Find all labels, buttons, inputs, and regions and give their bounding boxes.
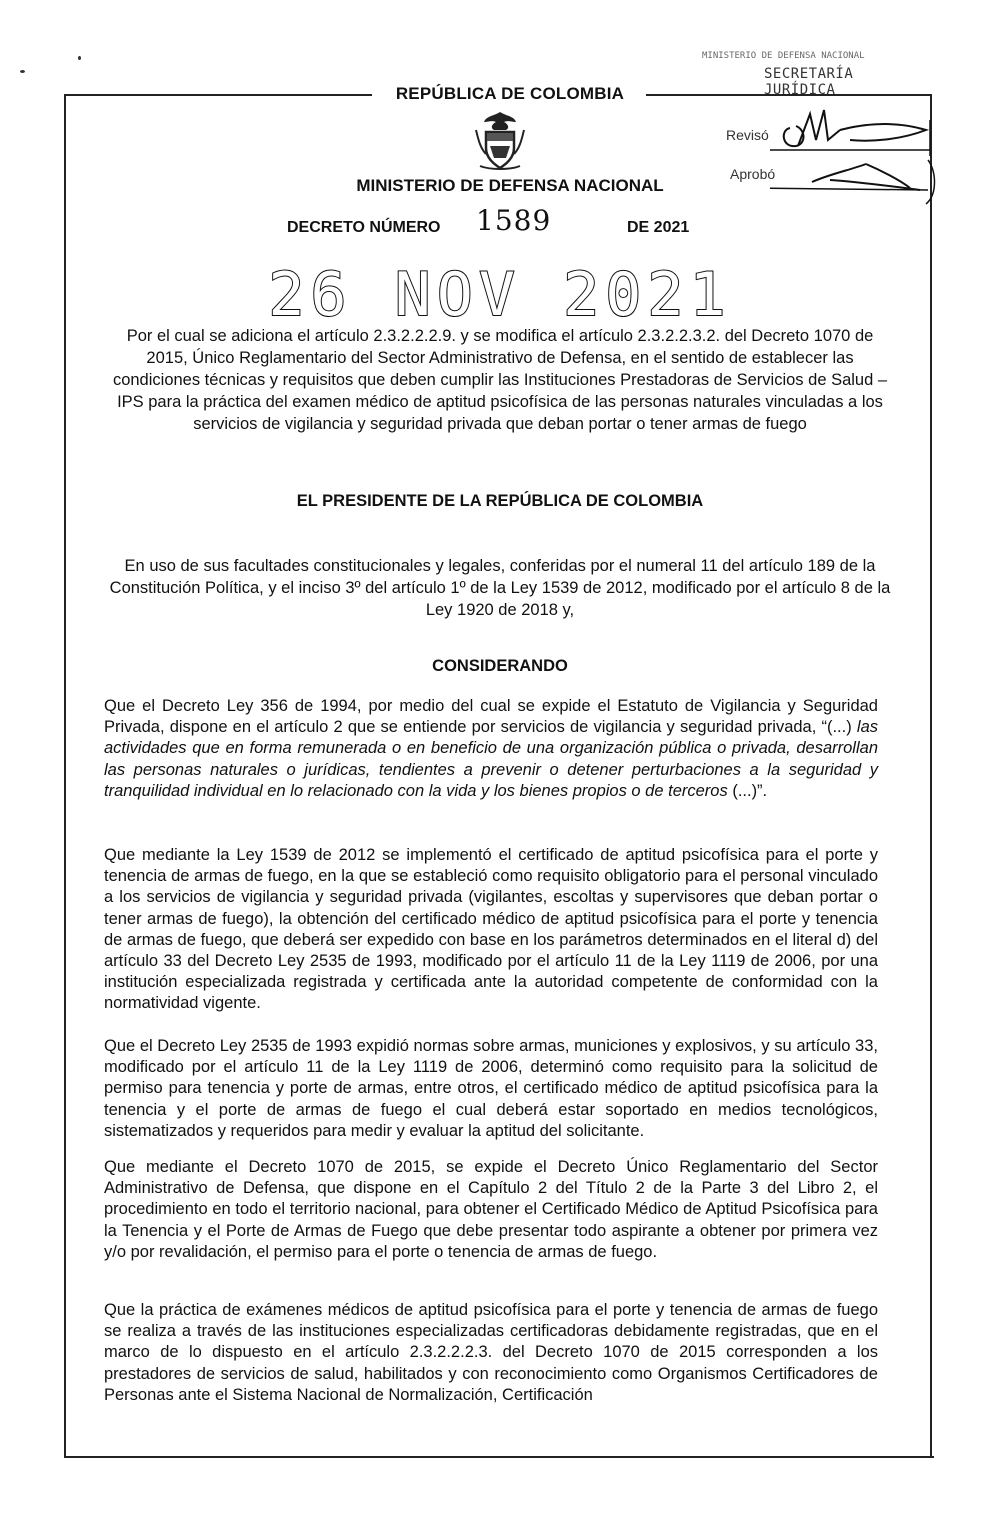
header-rule-left — [64, 94, 372, 96]
considering-paragraph-2: Que mediante la Ley 1539 de 2012 se implementó el certificado de aptitud psicofísica para el porte y tenencia de armas de fuego, en la que se estableció como requisito obligatorio para el personal vinculado a los servicios de vigilancia y seguridad privada (vigilantes, escoltas y supervisores que deban portar o tener armas de fuego), la obtención del certificado médico de aptitud psicofísica para el porte y tenencia de armas de fuego, que deberá ser expedido con base en los parámetros determinados en el literal d) del artículo 33 del Decreto Ley 2535 de 1993, modificado por el artículo 11 de la Ley 1119 de 2006, por una institución especializada registrada y certificada ante la autoridad competente de conformidad con la normatividad vigente. — [104, 846, 878, 1013]
review-office-stamp — [702, 44, 932, 98]
decree-year: DE 2021 — [627, 219, 690, 236]
scan-speck — [78, 56, 81, 60]
faculties-paragraph: En uso de sus facultades constitucionales y legales, conferidas por el numeral 11 del artículo 189 de la Constitución Política, y el inciso 3º del artículo 1º de la Ley 1539 de 2012, modificado por el artículo 8 de la Ley 1920 de 2018 y, — [109, 557, 891, 619]
page-frame-left — [64, 94, 66, 1458]
paragraph-1-quote: las actividades que en forma remunerada o en beneficio de una organización pública o privada, desarrollan las personas naturales o jurídicas, tendientes a prevenir o detener perturbaciones a la seguridad y tranquilidad individual en lo relacionado con la vida y los bienes propios o de terceros — [104, 718, 878, 800]
president-heading: EL PRESIDENTE DE LA REPÚBLICA DE COLOMBIA — [296, 492, 704, 510]
paragraph-1-end: (...)”. — [727, 781, 768, 800]
considering-paragraph-3: Que el Decreto Ley 2535 de 1993 expidió normas sobre armas, municiones y explosivos, y su artículo 33, modificado por el artículo 11 de la Ley 1119 de 2006, determinó como requisito para la solicitud de permiso para tenencia y porte de armas, entre otros, el certificado médico de aptitud psicofísica para la tenencia y el porte de armas de fuego el cual deberá estar soportado en medios tecnológicos, sistematizados y requeridos para medir y evaluar la aptitud del solicitante. — [104, 1037, 878, 1140]
page-frame-bottom — [64, 1456, 934, 1458]
paragraph-1-intro: Que el Decreto Ley 356 de 1994, por medio del cual se expide el Estatuto de Vigilancia y Seguridad Privada, dispone en el artículo 2 que se entiende por servicios de vigilancia y seguridad privada, “(...) — [104, 697, 878, 737]
ministry-heading: MINISTERIO DE DEFENSA NACIONAL — [356, 176, 664, 195]
review-office-line2: SECRETARÍA JURÍDICA — [764, 66, 854, 98]
approved-label: Aprobó — [730, 166, 776, 182]
country-heading: REPÚBLICA DE COLOMBIA — [395, 84, 625, 103]
considering-heading: CONSIDERANDO — [432, 657, 568, 675]
decree-title: Por el cual se adiciona el artículo 2.3.2.2.2.9. y se modifica el artículo 2.3.2.2.3.2. del Decreto 1070 de 2015, Único Reglamentario del Sector Administrativo de Defensa, en el sentido de establecer las condiciones técnicas y requisitos que deben cumplir las Instituciones Prestadoras de Servicios de Salud – IPS para la práctica del examen médico de aptitud psicofísica de las personas naturales vinculadas a los servicios de vigilancia y seguridad privada que deban portar o tener armas de fuego — [112, 327, 888, 433]
review-office-line1: MINISTERIO DE DEFENSA NACIONAL — [702, 51, 865, 61]
coat-of-arms-icon — [468, 108, 532, 172]
considering-paragraph-4: Que mediante el Decreto 1070 de 2015, se expide el Decreto Único Reglamentario del Sector Administrativo de Defensa, que dispone en el Capítulo 2 del Título 2 de la Parte 3 del Libro 2, el procedimiento en todo el territorio nacional, para obtener el Certificado Médico de Aptitud Psicofísica para la Tenencia y el Porte de Armas de Fuego que debe presentar todo aspirante a obtener por primera vez y/o por revalidación, el permiso para el porte o tenencia de armas de fuego. — [104, 1158, 878, 1261]
review-signature-icon — [770, 100, 940, 212]
page-frame-right — [930, 94, 932, 1458]
reviewed-label: Revisó — [726, 127, 769, 143]
decree-label: DECRETO NÚMERO — [287, 219, 441, 236]
scan-speck — [20, 70, 25, 73]
considering-paragraph-1 — [104, 696, 878, 802]
considering-paragraph-5: Que la práctica de exámenes médicos de aptitud psicofísica para el porte y tenencia de armas de fuego se realiza a través de las instituciones especializadas certificadoras debidamente registradas, que en el marco de lo dispuesto en el artículo 2.3.2.2.2.3. del Decreto 1070 de 2015 corresponden a los prestadores de servicios de salud, habilitados y con reconocimiento como Organismos Certificadores de Personas ante el Sistema Nacional de Normalización, Certificación — [104, 1301, 878, 1404]
date-stamp: 26 NOV 2021 — [268, 260, 732, 330]
decree-number: 1589 — [476, 204, 552, 237]
